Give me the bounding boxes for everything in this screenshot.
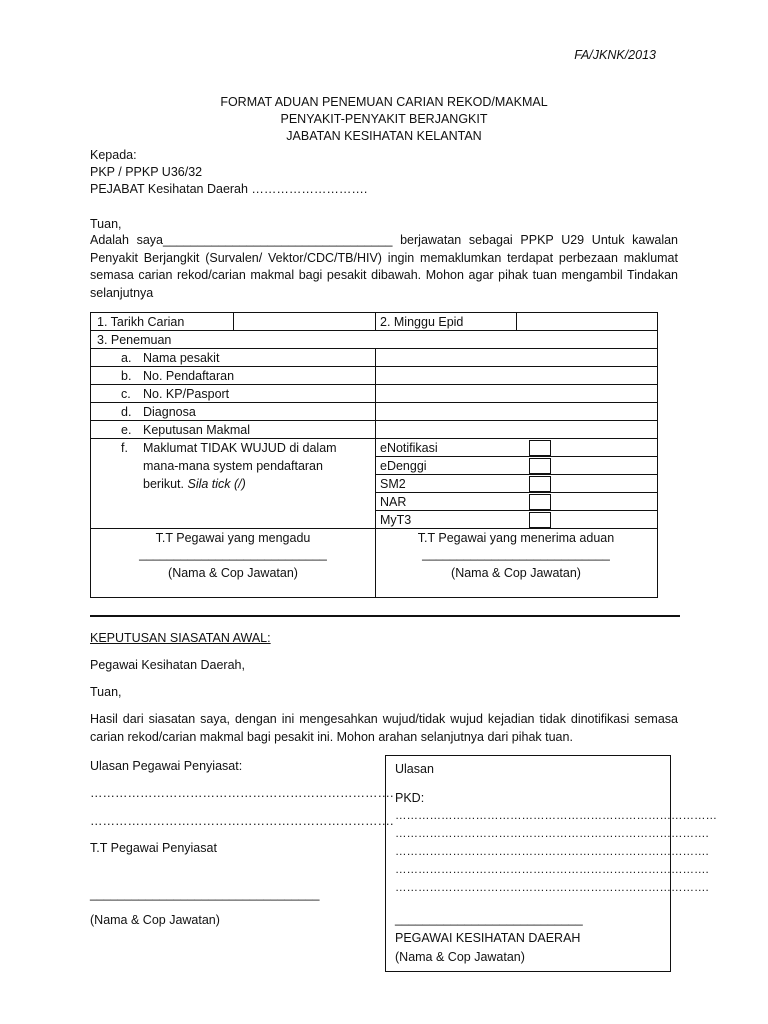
- item-f-line-2: mana-mana system pendaftaran: [143, 459, 323, 473]
- investigator-caption: (Nama & Cop Jawatan): [90, 913, 220, 927]
- salutation: Tuan,: [90, 217, 122, 231]
- section-salutation: Tuan,: [90, 685, 122, 699]
- intro-line-2: Penyakit Berjangkit (Survalen/ Vektor/CDC/TB/HIV) ingin memaklumkan terdapat perbezaan maklumat: [90, 250, 678, 265]
- addressee: Pegawai Kesihatan Daerah,: [90, 658, 245, 672]
- item-f-line-1: Maklumat TIDAK WUJUD di dalam: [143, 441, 337, 455]
- complainant-signature-line: ___________________________: [139, 547, 327, 561]
- item-f-line-3-prefix: berikut.: [143, 477, 184, 491]
- section-divider: [90, 615, 680, 617]
- system-sm2: SM2: [380, 477, 406, 491]
- receiver-signature-line: ___________________________: [422, 547, 610, 561]
- pkd-dots-4: ……………………………………………………………………….: [395, 864, 709, 876]
- intro-line-3: semasa carian rekod/carian makmal bagi pesakit dibawah. Mohon agar pihak tuan mengambil Tindakan: [90, 268, 678, 282]
- pkd-dots-1: …………………………………………………………………………: [395, 810, 717, 822]
- item-no-pendaftaran: No. Pendaftaran: [143, 369, 235, 383]
- comment-dots-1: ……………………………………………………………….: [90, 786, 394, 800]
- pkd-ulasan-label: Ulasan: [395, 762, 434, 776]
- item-letter: a.: [121, 351, 132, 365]
- findings-line-1: Hasil dari siasatan saya, dengan ini mengesahkan wujud/tidak wujud kejadian tidak dinotifikasi semasa: [90, 712, 678, 726]
- item-letter: e.: [121, 423, 132, 437]
- item-keputusan-makmal: Keputusan Makmal: [143, 423, 251, 437]
- tick-box-myt3[interactable]: [529, 512, 551, 528]
- intro-line-4: selanjutnya: [90, 285, 154, 300]
- recipient-line-1: PKP / PPKP U36/32: [90, 165, 203, 179]
- receiver-signature-label: T.T Pegawai yang menerima aduan: [417, 531, 615, 545]
- pkd-signature-line: ___________________________: [395, 912, 583, 926]
- item-letter: c.: [121, 387, 131, 401]
- form-title: FORMAT ADUAN PENEMUAN CARIAN REKOD/MAKMAL: [220, 95, 548, 109]
- investigator-comment-label: Ulasan Pegawai Penyiasat:: [90, 759, 243, 773]
- pkd-dots-2: ……………………………………………………………………….: [395, 828, 709, 840]
- recipient-line-2: PEJABAT Kesihatan Daerah ……………………….: [90, 182, 368, 196]
- pkd-dots-3: ……………………………………………………………………….: [395, 846, 709, 858]
- tick-box-edenggi[interactable]: [529, 458, 551, 474]
- complainant-caption: (Nama & Cop Jawatan): [168, 566, 298, 580]
- item-no-kp-pasport: No. KP/Pasport: [143, 387, 230, 401]
- section-heading: KEPUTUSAN SIASATAN AWAL:: [90, 631, 271, 645]
- complainant-signature-label: T.T Pegawai yang mengadu: [155, 531, 311, 545]
- receiver-caption: (Nama & Cop Jawatan): [451, 566, 581, 580]
- tick-box-enotifikasi[interactable]: [529, 440, 551, 456]
- intro-line-1: Adalah saya_________________________________ berjawatan sebagai PPKP U29 Untuk kawalan: [90, 233, 678, 247]
- tick-box-nar[interactable]: [529, 494, 551, 510]
- system-myt3: MyT3: [380, 513, 412, 527]
- tarikh-carian-label: 1. Tarikh Carian: [97, 315, 185, 329]
- pkd-comment-box: [385, 755, 717, 972]
- investigator-signature-label: T.T Pegawai Penyiasat: [90, 841, 217, 855]
- item-letter: b.: [121, 369, 132, 383]
- investigator-signature-line: _________________________________: [90, 887, 320, 901]
- recipient-label: Kepada:: [90, 148, 137, 162]
- item-letter: d.: [121, 405, 132, 419]
- item-diagnosa: Diagnosa: [143, 405, 196, 419]
- findings-line-2: carian rekod/carian makmal bagi pesakit ini. Mohon arahan selanjutnya dari pihak tuan.: [90, 729, 573, 744]
- item-f-line-3: [143, 476, 246, 493]
- item-letter: f.: [121, 441, 128, 455]
- item-nama-pesakit: Nama pesakit: [143, 351, 220, 365]
- system-edenggi: eDenggi: [380, 459, 427, 473]
- department-name: JABATAN KESIHATAN KELANTAN: [286, 129, 482, 143]
- document-reference: FA/JKNK/2013: [574, 48, 656, 62]
- item-f-tick-instruction: Sila tick (/): [187, 477, 246, 491]
- comment-dots-2: ……………………………………………………………….: [90, 814, 394, 828]
- pkd-label: PKD:: [395, 791, 425, 805]
- penemuan-label: 3. Penemuan: [97, 333, 172, 347]
- system-enotifikasi: eNotifikasi: [380, 441, 438, 455]
- system-nar: NAR: [380, 495, 407, 509]
- tick-box-sm2[interactable]: [529, 476, 551, 492]
- pkd-dots-5: ……………………………………………………………………….: [395, 882, 709, 894]
- pkd-caption: (Nama & Cop Jawatan): [395, 950, 525, 964]
- complaint-form-table: [90, 312, 658, 598]
- pkd-officer-title: PEGAWAI KESIHATAN DAERAH: [395, 931, 581, 945]
- minggu-epid-label: 2. Minggu Epid: [380, 315, 464, 329]
- form-subtitle: PENYAKIT-PENYAKIT BERJANGKIT: [280, 112, 488, 126]
